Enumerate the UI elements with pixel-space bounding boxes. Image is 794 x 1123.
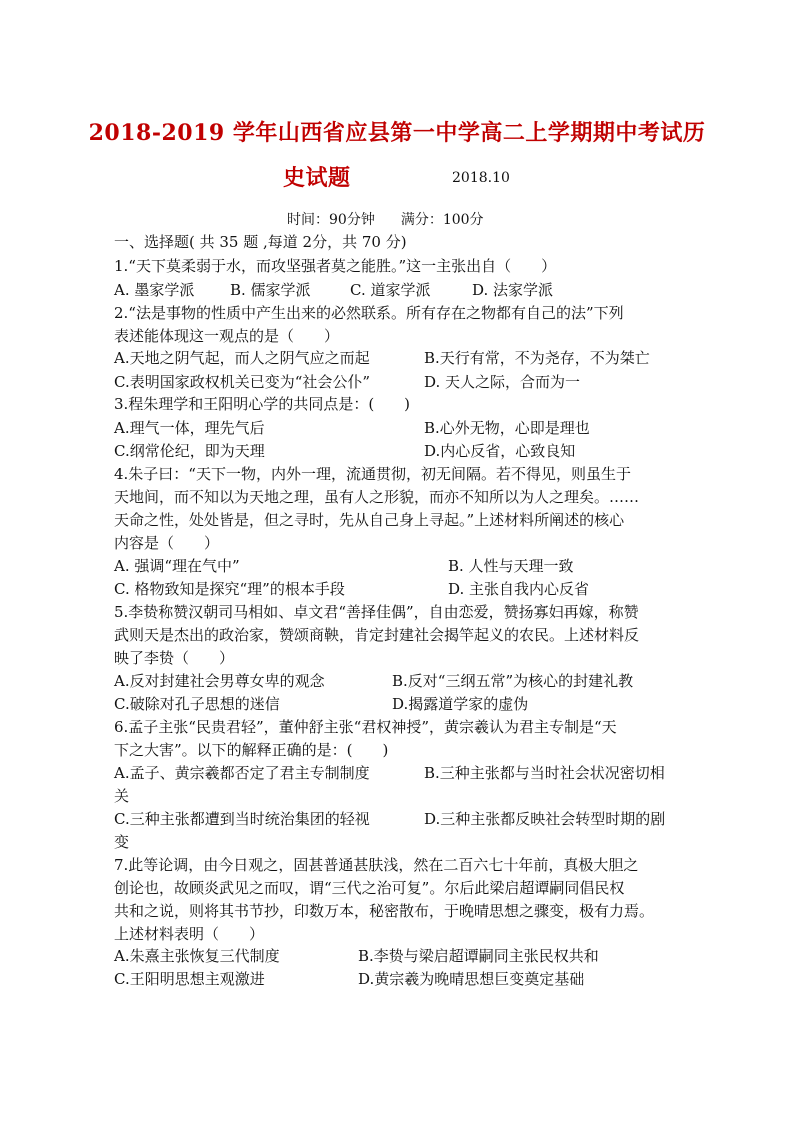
question-3-stem: 3.程朱理学和王阳明心学的共同点是：( ) <box>114 395 411 413</box>
question-4-option-c: C. 格物致知是探究“理”的根本手段 <box>114 580 345 598</box>
question-5-stem-3: 映了李贽（ ） <box>114 649 235 667</box>
question-6-stem-2: 下之大害”。以下的解释正确的是：( ) <box>114 741 389 759</box>
question-5-stem-2: 武则天是杰出的政治家，赞颂商鞅，肯定封建社会揭竿起义的农民。上述材料反 <box>114 626 640 644</box>
question-4-stem-4: 内容是（ ） <box>114 534 220 552</box>
question-5-option-d: D.揭露道学家的虚伪 <box>392 695 529 713</box>
question-3-option-c: C.纲常伦纪，即为天理 <box>114 442 265 460</box>
question-2-option-d: D. 天人之际，合而为一 <box>424 373 581 391</box>
question-3-option-d: D.内心反省，心致良知 <box>424 442 576 460</box>
question-5-option-c: C.破除对孔子思想的迷信 <box>114 695 280 713</box>
question-4-option-a: A. 强调“理在气中” <box>114 557 240 575</box>
question-2-option-a: A.天地之阴气起，而人之阴气应之而起 <box>114 349 370 367</box>
question-1-option-b: B. 儒家学派 <box>230 281 311 299</box>
question-6-stem-1: 6.孟子主张“民贵君轻”，董仲舒主张“君权神授”，黄宗羲认为君主专制是“天 <box>114 718 617 736</box>
score-label: 满分：100分 <box>400 212 484 228</box>
question-1-option-a: A. 墨家学派 <box>114 281 195 299</box>
question-3-option-b: B.心外无物，心即是理也 <box>424 419 590 437</box>
question-6-option-b-wrap: 关 <box>114 787 130 805</box>
question-2-stem-2: 表述能体现这一观点的是（ ） <box>114 327 340 345</box>
exam-date: 2018.10 <box>452 170 510 186</box>
question-5-option-a: A.反对封建社会男尊女卑的观念 <box>114 672 325 690</box>
question-2-option-c: C.表明国家政权机关已变为“社会公仆” <box>114 373 371 391</box>
question-6-option-c: C.三种主张都遭到当时统治集团的轻视 <box>114 810 370 828</box>
question-3-option-a: A.理气一体，理先气后 <box>114 419 265 437</box>
question-4-option-b: B. 人性与天理一致 <box>448 557 574 575</box>
question-2-stem-1: 2.“法是事物的性质中产生出来的必然联系。所有存在之物都有自己的法”下列 <box>114 304 624 322</box>
question-4-stem-1: 4.朱子曰：“天下一物，内外一理，流通贯彻，初无间隔。若不得见，则虽生于 <box>114 465 631 483</box>
question-4-stem-3: 天命之性，处处皆是，但之寻时，先从自己身上寻起。”上述材料所阐述的核心 <box>114 511 625 529</box>
question-6-option-d-wrap: 变 <box>114 833 130 851</box>
exam-meta <box>287 209 484 229</box>
time-label: 时间：90分钟 <box>287 212 375 228</box>
question-7-stem-3: 共和之说，则将其书节抄，印数万本，秘密散布，于晚晴思想之骤变，极有力焉。 <box>114 902 655 920</box>
question-6-option-b: B.三种主张都与当时社会状况密切相 <box>424 764 665 782</box>
question-2-option-b: B.天行有常，不为尧存，不为桀亡 <box>424 349 650 367</box>
question-7-option-a: A.朱熹主张恢复三代制度 <box>114 947 280 965</box>
question-5-stem-1: 5.李贽称赞汉朝司马相如、卓文君“善择佳偶”，自由恋爱，赞扬寡妇再嫁，称赞 <box>114 603 639 621</box>
question-1-option-c: C. 道家学派 <box>350 281 431 299</box>
exam-title-line1: 2018-2019 学年山西省应县第一中学高二上学期期中考试历 <box>88 120 706 146</box>
question-4-stem-2: 天地间，而不知以为天地之理，虽有人之形貌，而亦不知所以为人之理矣。…… <box>114 488 640 506</box>
question-7-stem-1: 7.此等论调，由今日观之，固甚普通甚肤浅，然在二百六七十年前，真极大胆之 <box>114 856 639 874</box>
exam-title-line2: 史试题 <box>283 165 351 191</box>
question-6-option-a: A.孟子、黄宗羲都否定了君主专制制度 <box>114 764 370 782</box>
question-6-option-d: D.三种主张都反映社会转型时期的剧 <box>424 810 666 828</box>
question-5-option-b: B.反对“三纲五常”为核心的封建礼教 <box>392 672 634 690</box>
question-7-option-b: B.李贽与梁启超谭嗣同主张民权共和 <box>358 947 599 965</box>
question-1-stem: 1.“天下莫柔弱于水，而攻坚强者莫之能胜。”这一主张出自（ ） <box>114 257 557 275</box>
question-7-stem-2: 创论也，故顾炎武见之而叹，谓“三代之治可复”。尔后此梁启超谭嗣同倡民权 <box>114 879 625 897</box>
section-heading: 一、选择题( 共 35 题 ,每道 2分，共 70 分) <box>114 233 407 251</box>
question-7-option-d: D.黄宗羲为晚晴思想巨变奠定基础 <box>358 970 585 988</box>
question-4-option-d: D. 主张自我内心反省 <box>448 580 590 598</box>
question-7-stem-4: 上述材料表明（ ） <box>114 925 265 943</box>
question-7-option-c: C.王阳明思想主观激进 <box>114 970 265 988</box>
question-1-option-d: D. 法家学派 <box>472 281 554 299</box>
